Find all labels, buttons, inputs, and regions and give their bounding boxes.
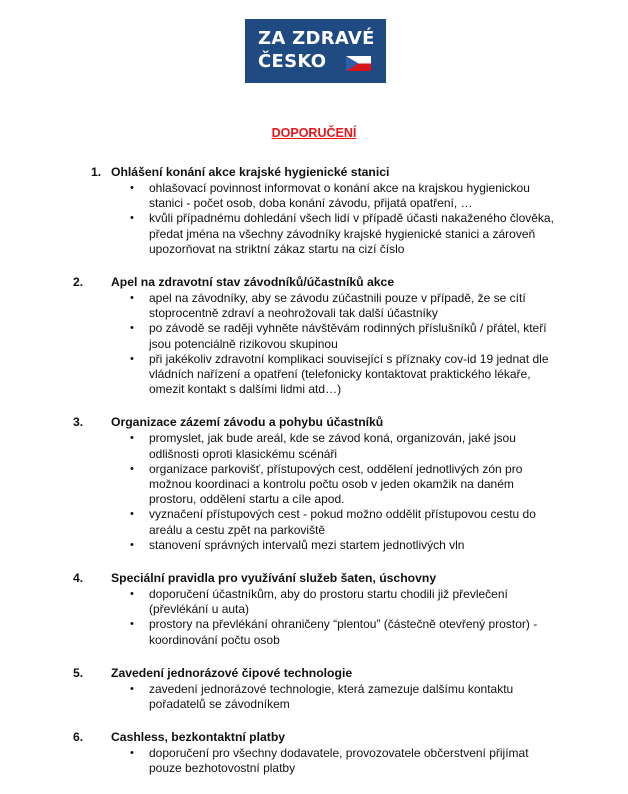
section-header [0,729,628,746]
bullet-icon: • [130,352,134,365]
list-item-text: doporučení účastníkům, aby do prostoru startu chodili již převlečení (převlékání u auta) [149,587,508,617]
section [0,570,628,648]
bullet-icon: • [130,682,134,695]
list-item [0,462,554,508]
list-item-text: kvůli případnému dohledání všech lidí v případě účasti nakaženého člověka, předat jména na všechny závodníky krajské hygienické stanici a zároveň upozorňovat na striktní zákaz startu na cizí číslo [149,211,554,256]
bullet-icon: • [130,588,134,601]
list-item [0,321,554,351]
list-item-text: prostory na převlékání ohraničeny “plentou” (částečně otevřený prostor) - koordinování počtu osob [149,617,538,647]
section-header [0,414,628,431]
bullet-icon: • [130,747,134,760]
bullet-list [0,431,628,553]
section [0,729,628,776]
section-header [0,274,628,291]
list-item-text: při jakékoliv zdravotní komplikaci související s příznaky cov-id 19 jednat dle vládních nařízení a opatření (telefonicky kontaktovat praktického lékaře, omezit kontakt s dalšími lidmi atd…) [149,351,549,397]
list-item [0,587,554,617]
list-item [0,211,554,257]
logo-line-2: ČESKO [258,51,327,72]
list-item [0,291,554,321]
logo [245,19,386,83]
section-header [0,570,628,587]
bullet-icon: • [130,292,134,305]
bullet-icon: • [130,212,134,225]
section-title: Ohlášení konání akce krajské hygienické stanici [111,165,390,179]
section-header [0,164,628,181]
page-title: DOPORUČENÍ [271,126,357,140]
list-item-text: ohlašovací povinnost informovat o konání akce na krajskou hygienickou stanici - počet osob, doba konání závodu, přijatá opatření, … [149,181,530,211]
section-header [0,665,628,682]
bullet-icon: • [130,462,134,475]
list-item-text: apel na závodníky, aby se závodu zúčastnili pouze v případě, že se cítí stoprocentně zdraví a neohrožovali tak další účastníky [149,291,526,321]
list-item-text: po závodě se raději vyhněte návštěvám rodinných příslušníků / přátel, kteří jsou potenciálně rizikovou skupinou [149,321,547,351]
list-item-text: vyznačení přístupových cest - pokud možno oddělit přístupovou cestu do areálu a cestu zpět na parkoviště [149,507,536,537]
list-item [0,682,554,712]
recommendations-list [0,164,628,794]
section [0,274,628,397]
section-title: Cashless, bezkontaktní platby [111,730,286,745]
section-number: 2. [73,275,84,290]
section-title: Organizace zázemí závodu a pohybu účastníků [111,415,384,430]
list-item-text: organizace parkovišť, přístupových cest, oddělení jednotlivých zón pro možnou koordinaci a kontrolu počtu osob v jeden okamžik na daném prostoru, oddělení startu a cíle apod. [149,461,523,507]
bullet-icon: • [130,432,134,445]
bullet-list [0,291,628,397]
bullet-icon: • [130,322,134,335]
list-item [0,746,554,776]
section-number: 4. [73,571,84,586]
list-item [0,617,554,647]
list-item [0,507,554,537]
list-item [0,431,554,461]
list-item [0,352,554,398]
section-title: Speciální pravidla pro využívání služeb šaten, úschovny [111,571,437,586]
bullet-icon: • [130,538,134,551]
bullet-icon: • [130,508,134,521]
section-number: 5. [73,665,84,680]
list-item-text: doporučení pro všechny dodavatele, provozovatele občerstvení přijímat pouze bezhotovostní platby [149,746,529,776]
section-number: 6. [73,730,84,745]
list-item-text: zavedení jednorázové technologie, která zamezuje dalšímu kontaktu pořadatelů se závodníkem [149,681,514,712]
list-item-text: promyslet, jak bude areál, kde se závod koná, organizován, jaké jsou odlišnosti oproti klasickému scénáři [149,431,516,461]
bullet-icon: • [130,182,134,194]
bullet-list [0,181,628,257]
section-number: 3. [73,415,84,430]
section-title: Zavedení jednorázové čipové technologie [111,665,353,680]
list-item-text: stanovení správných intervalů mezi startem jednotlivých vln [149,537,465,552]
section [0,665,628,712]
czech-flag-icon [346,56,371,71]
bullet-list [0,587,628,648]
section-number: 1. [91,165,102,179]
section-title: Apel na zdravotní stav závodníků/účastníků akce [111,275,395,290]
section [0,414,628,553]
logo-line-1: ZA ZDRAVÉ [258,28,375,49]
list-item [0,538,554,553]
bullet-list [0,682,628,712]
bullet-list [0,746,628,776]
list-item [0,181,554,211]
bullet-icon: • [130,618,134,631]
section [0,164,628,257]
